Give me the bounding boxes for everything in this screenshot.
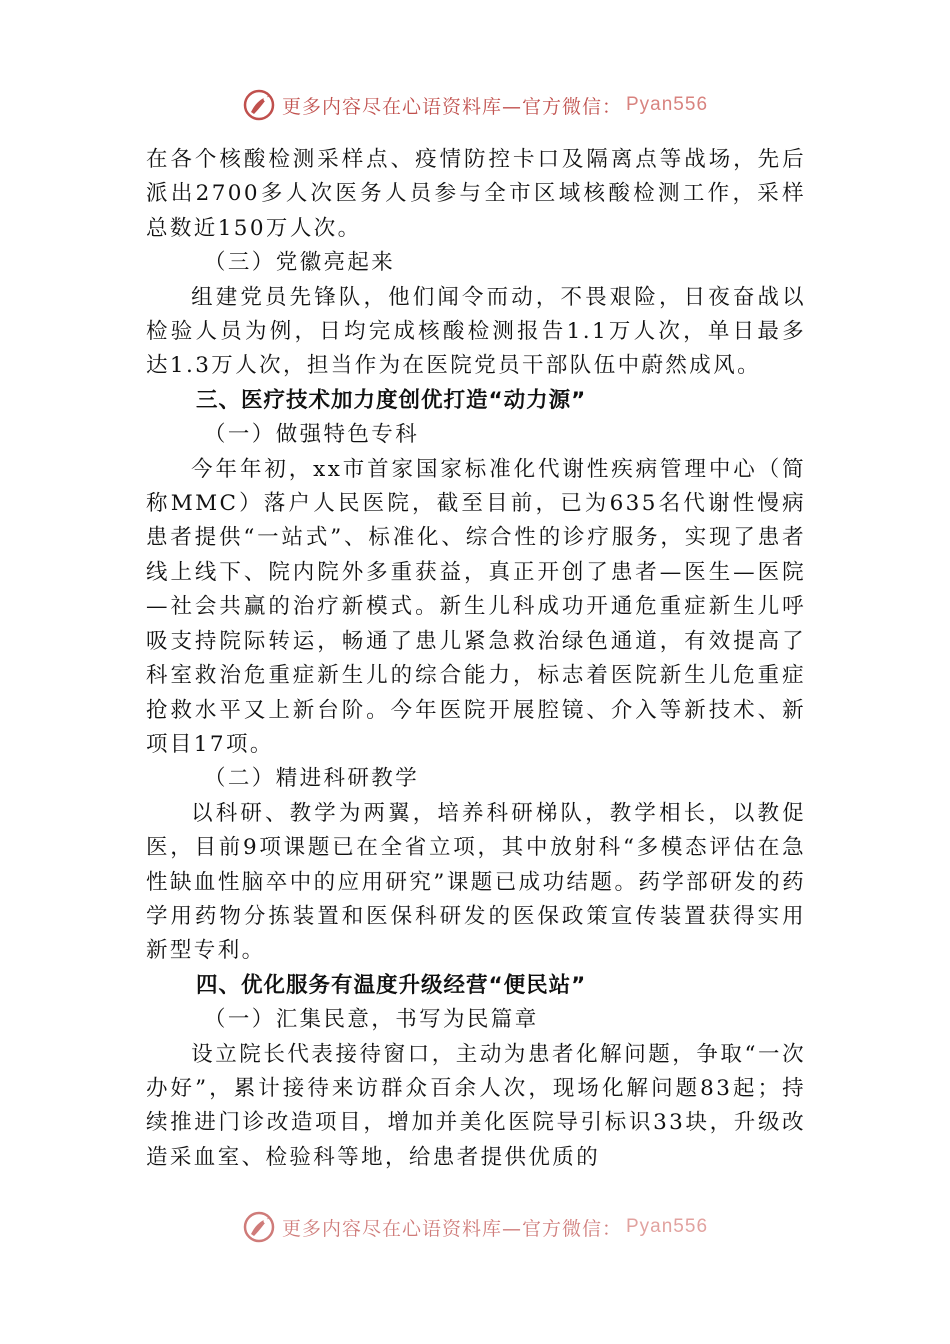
subheading-specialty: （一）做强特色专科 [204,422,420,448]
paragraph-research: 以科研、教学为两翼，培养科研梯队，教学相长，以教促医，目前9项课题已在全省立项，其中放射科“多模态评估在急性缺血性脑卒中的应用研究”课题已成功结题。药学部研发的药学用药物分拣装置和医保科研发的医保政策宣传装置获得实用新型专利。 [146,800,806,964]
heading-service: 四、优化服务有温度升级经营“便民站” [196,972,587,998]
subheading-public-opinion: （一）汇集民意，书写为民篇章 [204,1007,539,1033]
paragraph-mmc: 今年年初，xx市首家国家标准化代谢性疾病管理中心（简称MMC）落户人民医院，截至目前，已为635名代谢性慢病患者提供“一站式”、标准化、综合性的诊疗服务，实现了患者线上线下、院内院外多重获益，真正开创了患者—医生—医院—社会共赢的治疗新模式。新生儿科成功开通危重症新生儿呼吸支持院际转运，畅通了患儿紧急救治绿色通道，有效提高了科室救治危重症新生儿的综合能力，标志着医院新生儿危重症抢救水平又上新台阶。今年医院开展腔镜、介入等新技术、新项目17项。 [146,456,806,757]
paragraph-vanguard: 组建党员先锋队，他们闻令而动，不畏艰险，日夜奋战以检验人员为例，日均完成核酸检测报告1.1万人次，单日最多达1.3万人次，担当作为在医院党员干部队伍中蔚然成风。 [146,284,806,379]
paragraph-sampling: 在各个核酸检测采样点、疫情防控卡口及隔离点等战场，先后派出2700多人次医务人员参与全市区域核酸检测工作，采样总数近150万人次。 [146,147,806,241]
watermark-wechat-id: Pyan556 [626,94,709,115]
watermark-text: 更多内容尽在心语资料库—官方微信： [281,1217,622,1240]
paragraph-reception: 设立院长代表接待窗口，主动为患者化解问题，争取“一次办好”，累计接待来访群众百余人次，现场化解问题83起；持续推进门诊改造项目，增加并美化医院导引标识33块，升级改造采血室、检验科等地，给患者提供优质的 [146,1041,806,1170]
heading-medical-technology: 三、医疗技术加力度创优打造“动力源” [196,387,587,413]
watermark-text: 更多内容尽在心语资料库—官方微信： [281,95,622,118]
subheading-research-teaching: （二）精进科研教学 [204,766,420,792]
watermark-banner-bottom [0,1207,950,1247]
subheading-party-badge: （三）党徽亮起来 [204,250,396,276]
document-body [146,143,806,1175]
brush-logo-icon [242,1210,276,1244]
watermark-banner-top [0,85,950,125]
watermark-wechat-id: Pyan556 [626,1216,709,1237]
brush-logo-icon [242,88,276,122]
